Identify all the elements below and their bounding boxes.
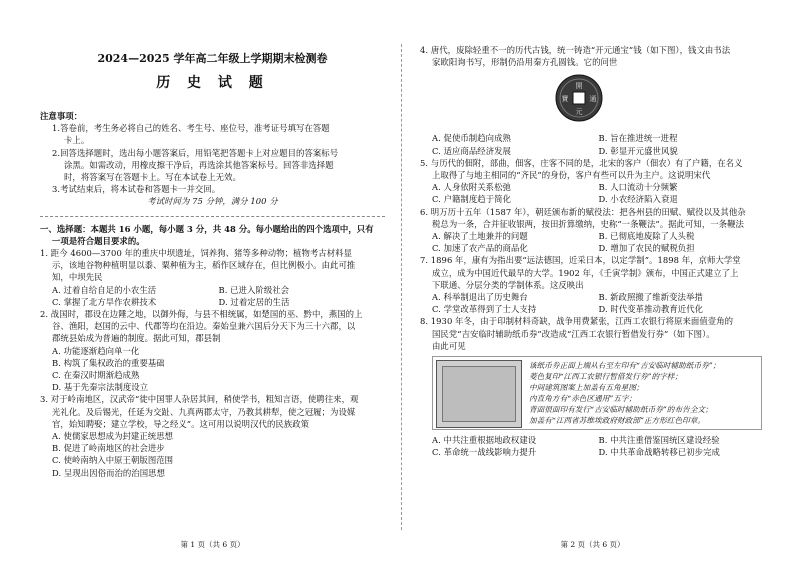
option-c[interactable]: C. 加速了农产品的商品化 [432, 243, 528, 254]
figure-text-line: 中间建筑图案上加盖有五角星图； [529, 383, 644, 393]
option-d[interactable]: D. 过着定居的生活 [218, 296, 290, 307]
question-stem: 由此可见 [432, 340, 466, 351]
coin-glyph-left: 寶 [561, 95, 569, 104]
banknote-figure [432, 356, 762, 430]
option-d[interactable]: D. 基于先秦宗法制度设立 [52, 382, 149, 393]
banknote-image [436, 360, 522, 428]
question-4 [420, 44, 765, 157]
question-7 [420, 254, 765, 315]
kaiyuan-coin-figure [555, 74, 603, 122]
question-stem: 2. 战国时，郡设在边陲之地，以御外侮，与县不相统属，如楚国的巫、黔中，燕国的上 [40, 309, 363, 320]
option-a[interactable]: A. 科举制退出了历史舞台 [432, 292, 528, 303]
right-column [420, 0, 765, 562]
option-b[interactable]: B. 新政照搬了维新变法举措 [598, 292, 703, 303]
notice-line: 3.考试结束后，将本试卷和答题卡一并交回。 [52, 184, 221, 195]
option-c[interactable]: C. 适应商品经济发展 [432, 145, 511, 156]
coin-glyph-right: 通 [589, 95, 597, 104]
option-d[interactable]: D. 中共革命战略转移已初步完成 [598, 447, 720, 458]
question-stem: 知，中坝先民 [52, 272, 103, 283]
figure-text-line: 背面很面印有发行“吉安临时辅助纸币券”的布告全文； [529, 405, 713, 415]
option-d[interactable]: D. 呈现出因俗而治的治国思想 [52, 467, 165, 478]
figure-text-line: 菱色复印“江西工农银行暂借发行券”的字样； [529, 372, 683, 382]
question-stem: 7. 1896 年，康有为指出要“远法德国，近采日本，以定学制”。1898 年，京师大学堂 [420, 255, 741, 266]
option-c[interactable]: C. 使岭南纳入中原王朝版图范围 [52, 455, 174, 466]
question-stem: 6. 明万历十五年（1587 年），朝廷颁布新的赋役法：把各州县的田赋、赋役以及其他杂 [420, 206, 746, 217]
option-a[interactable]: A. 功能逐渐趋向单一化 [52, 345, 140, 356]
question-3 [40, 393, 385, 478]
question-stem: 国民党“吉安临时辅助纸币券”改造成“江西工农银行暂借发行券”（如下图）。 [432, 328, 715, 339]
question-stem: 1. 距今 4600—3700 年的重庆中坝遗址，饲养狗、猪等多种动物；植物考古材料显 [40, 248, 353, 259]
option-b[interactable]: B. 人口流动十分频繁 [598, 182, 678, 193]
time-note: 考试时间为 75 分钟，满分 100 分 [147, 196, 278, 207]
figure-text-line: 内直角方有“赤色区通用”五字； [529, 394, 637, 404]
question-stem: 税总为一条，合并征收银两，按田折算缴纳，史称“一条鞭法”。据此可知，一条鞭法 [432, 218, 744, 229]
question-stem: 5. 与历代的佃附，部曲，佃客，庄客不同的是，北宋的客户（佃农）有了户籍，在名义 [420, 157, 743, 168]
notice-line: 涂黑。如需改动，用橡皮擦干净后，再选涂其他答案标号。回答非选择题 [64, 159, 334, 170]
figure-text-line: 该纸币券正面上端从右至左印有“吉安临时辅助纸币券”； [529, 361, 721, 371]
option-d[interactable]: D. 彰显开元盛世风貌 [598, 145, 678, 156]
notice-line: 时，将答案写在答题卡上。写在本试卷上无效。 [64, 172, 241, 183]
option-b[interactable]: B. 促进了岭南地区的社会进步 [52, 443, 165, 454]
question-stem: 官，始知聘娶；建立学校，导之经义”。这可用以说明汉代的民族政策 [52, 418, 310, 429]
exam-title: 2024—2025 学年高二年级上学期期末检测卷 [97, 52, 328, 65]
option-a[interactable]: A. 解决了土地兼并的问题 [432, 231, 528, 242]
question-stem: 家欧阳询书写，形制仍沿用秦方孔圆钱。它的问世 [432, 57, 618, 68]
option-a[interactable]: A. 使儒家思想成为封建正统思想 [52, 431, 174, 442]
option-d[interactable]: D. 小农经济陷入衰退 [598, 194, 678, 205]
option-b[interactable]: B. 旨在推进统一进程 [598, 133, 678, 144]
question-stem: 谷、渔阳，赵国的云中、代郡等均在沿边。秦始皇兼六国后分天下为三十六郡，以 [52, 321, 356, 332]
section-heading: 一、选择题：本题共 16 小题，每小题 3 分，共 48 分。每小题给出的四个选项中，只有 [40, 223, 374, 234]
notice-line: 2.回答选择题时，选出每小题答案后，用铅笔把答题卡上对应题目的答案标号 [52, 147, 339, 158]
question-stem: 上取得了与地主相同的“齐民”的身份，客户有些可以升为主户。这说明宋代 [432, 170, 711, 181]
coin-glyph-bottom: 元 [575, 108, 583, 117]
option-c[interactable]: C. 掌握了北方旱作农耕技术 [52, 296, 157, 307]
question-stem: 成立，成为中国近代最早的大学。1902 年，《壬寅学制》颁布，中国正式建立了上 [432, 267, 739, 278]
option-a[interactable]: A. 促使币制趋向成熟 [432, 133, 511, 144]
question-8 [420, 315, 765, 458]
option-c[interactable]: C. 在秦汉时期渐趋成熟 [52, 370, 140, 381]
question-stem: 3. 对于岭南地区，汉武帝“徙中国罪人杂居其间，稍使学书，粗知言语，使聘往来，观 [40, 394, 359, 405]
option-b[interactable]: B. 中共注重借鉴国统区建设经验 [598, 435, 720, 446]
subject-title: 历 史 试 题 [156, 75, 269, 91]
question-stem: 郡统县始成为普遍的制度。据此可知，郡县制 [52, 333, 221, 344]
option-b[interactable]: B. 构筑了集权政治的重要基础 [52, 357, 165, 368]
question-stem: 4. 唐代，废除轻重不一的历代古钱，统一铸造“开元通宝”钱（如下图），钱文由书法 [420, 45, 731, 55]
page-footer-left: 第 1 页（共 6 页） [180, 540, 245, 549]
option-c[interactable]: C. 学堂改革得到了士人支持 [432, 304, 537, 315]
question-5 [420, 157, 765, 206]
option-b[interactable]: B. 已进入阶级社会 [218, 284, 290, 295]
notice-heading: 注意事项： [40, 111, 83, 121]
question-stem: 8. 1930 年冬，由于印制材料奇缺，战争用费紧张，江西工农银行将原来面值壹角的 [420, 316, 734, 327]
left-column [40, 0, 385, 562]
section-divider [40, 216, 385, 217]
option-a[interactable]: A. 人身依附关系松弛 [432, 182, 511, 193]
page-footer-right: 第 2 页（共 6 页） [560, 540, 625, 549]
section-heading: 一项是符合题目要求的。 [52, 235, 145, 246]
figure-text-line: 加盖有“江西省苏维埃政府财政部”正方形红色印章。 [529, 416, 706, 426]
question-6 [420, 206, 765, 255]
banknote-description [525, 357, 761, 429]
question-stem: 光礼化。及后锡光，任延为交趾、九真两郡太守，乃教其耕犁，使之冠履；为设媒 [52, 406, 356, 417]
option-c[interactable]: C. 革命统一战线影响力提升 [432, 447, 537, 458]
question-1 [40, 247, 385, 308]
question-stem: 下联通、分层分类的学制体系。这反映出 [432, 279, 584, 290]
option-c[interactable]: C. 户籍制度趋于简化 [432, 194, 511, 205]
notice-line: 1.答卷前，考生务必将自己的姓名、考生号、座位号，准考证号填写在答题 [52, 123, 330, 134]
option-b[interactable]: B. 已彻底地废除了人头税 [598, 231, 695, 242]
column-divider [401, 44, 402, 530]
question-2 [40, 308, 385, 393]
question-stem: 示，该地谷物种植明显以黍、粟种植为主，稻作区域存在，但比例极小。由此可推 [52, 260, 356, 271]
option-a[interactable]: A. 中共注重根据地政权建设 [432, 435, 537, 446]
option-d[interactable]: D. 增加了农民的赋税负担 [598, 243, 695, 254]
option-d[interactable]: D. 时代变革推动教育近代化 [598, 304, 704, 315]
notice-line: 卡上。 [64, 135, 90, 146]
option-a[interactable]: A. 过着自给自足的小农生活 [52, 284, 157, 295]
coin-glyph-top: 開 [575, 82, 583, 91]
